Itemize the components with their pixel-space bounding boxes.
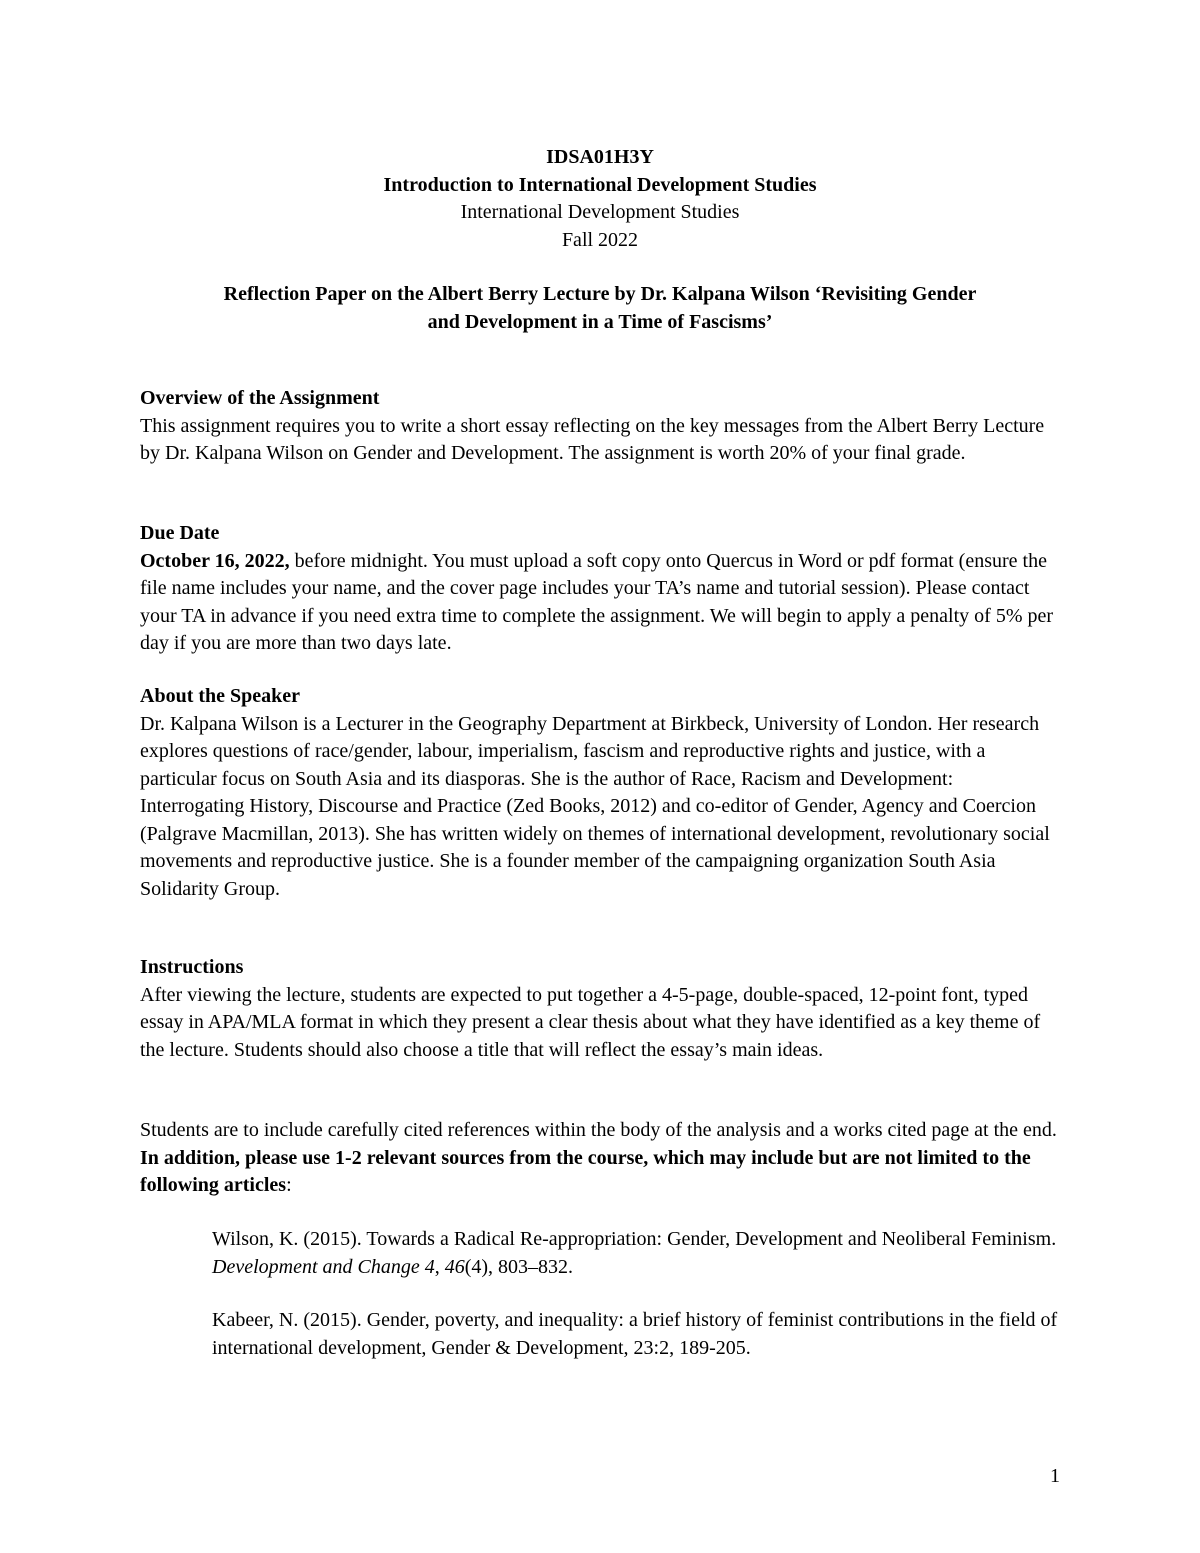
reference-1-text: Wilson, K. (2015). Towards a Radical Re-appropriation: Gender, Development and Neoliberal Feminism.: [212, 1228, 1057, 1250]
reference-1-volume: 46: [444, 1255, 465, 1278]
reference-2: [212, 1307, 1062, 1362]
course-title: Introduction to International Development Studies: [383, 173, 817, 196]
reference-2-text: Kabeer, N. (2015). Gender, poverty, and inequality: a brief history of feminist contributions in the field of international development, Gender & Development, 23:2, 189-205.: [212, 1309, 1058, 1359]
term: Fall 2022: [561, 228, 639, 251]
speaker-heading: About the Speaker: [140, 685, 301, 707]
course-code: IDSA01H3Y: [546, 146, 654, 168]
reference-1-pages: (4), 803–832.: [464, 1255, 574, 1278]
overview-section: [140, 385, 1062, 468]
due-date-heading: Due Date: [140, 522, 220, 544]
due-date-value: October 16, 2022,: [140, 549, 290, 572]
instructions-paragraph-2-plain: Students are to include carefully cited references within the body of the analysis and a works cited page at the end.: [140, 1119, 1057, 1141]
sources-paragraph-section: [140, 1117, 1062, 1200]
instructions-paragraph-2-end: :: [286, 1174, 292, 1196]
due-date-section: [140, 520, 1062, 658]
department: International Development Studies: [460, 201, 740, 223]
reference-1-journal: Development and Change 4: [212, 1255, 435, 1278]
course-header: [0, 144, 1200, 254]
page-number: 1: [1050, 1465, 1060, 1487]
instructions-paragraph-2: [140, 1117, 1062, 1200]
overview-text: This assignment requires you to write a short essay reflecting on the key messages from the Albert Berry Lecture by Dr. Kalpana Wilson on Gender and Development. The assignment is worth 20% of your final grade.: [140, 414, 1045, 464]
reference-1: [212, 1226, 1062, 1281]
instructions-section: [140, 954, 1062, 1064]
instructions-heading: Instructions: [140, 956, 244, 978]
speaker-text: Dr. Kalpana Wilson is a Lecturer in the Geography Department at Birkbeck, University of London. Her research explores questions of race/gender, labour, imperialism, fascism and reproductive rights and justice, with a particular focus on South Asia and its diasporas. She is the author of Race, Racism and Development: Interrogating History, Discourse and Practice (Zed Books, 2012) and co-editor of Gender, Agency and Coercion (Palgrave Macmillan, 2013). She has written widely on themes of international development, revolutionary social movements and reproductive justice. She is a founder member of the campaigning organization South Asia Solidarity Group.: [140, 712, 1050, 900]
overview-heading: Overview of the Assignment: [140, 387, 380, 409]
assignment-title-line-1: Reflection Paper on the Albert Berry Lecture by Dr. Kalpana Wilson ‘Revisiting Gender: [223, 283, 977, 305]
speaker-section: [140, 683, 1062, 903]
due-date-details: before midnight. You must upload a soft copy onto Quercus in Word or pdf format (ensure the file name includes your name, and the cover page includes your TA’s name and tutorial session). Please contact your TA in advance if you need extra time to complete the assignment. We will begin to apply a penalty of 5% per day if you are more than two days late.: [140, 549, 1054, 654]
instructions-paragraph-1: After viewing the lecture, students are expected to put together a 4-5-page, double-spaced, 12-point font, typed essay in APA/MLA format in which they present a clear thesis about what they have identified as a key theme of the lecture. Students should also choose a title that will reflect the essay’s main ideas.: [140, 983, 1041, 1061]
due-date-text: [140, 548, 1062, 658]
reference-1-separator: ,: [434, 1255, 445, 1278]
assignment-title: [140, 281, 1060, 336]
assignment-title-line-2: and Development in a Time of Fascisms’: [427, 310, 773, 333]
instructions-paragraph-2-bold: In addition, please use 1-2 relevant sources from the course, which may include but are not limited to the following articles: [140, 1146, 1031, 1196]
